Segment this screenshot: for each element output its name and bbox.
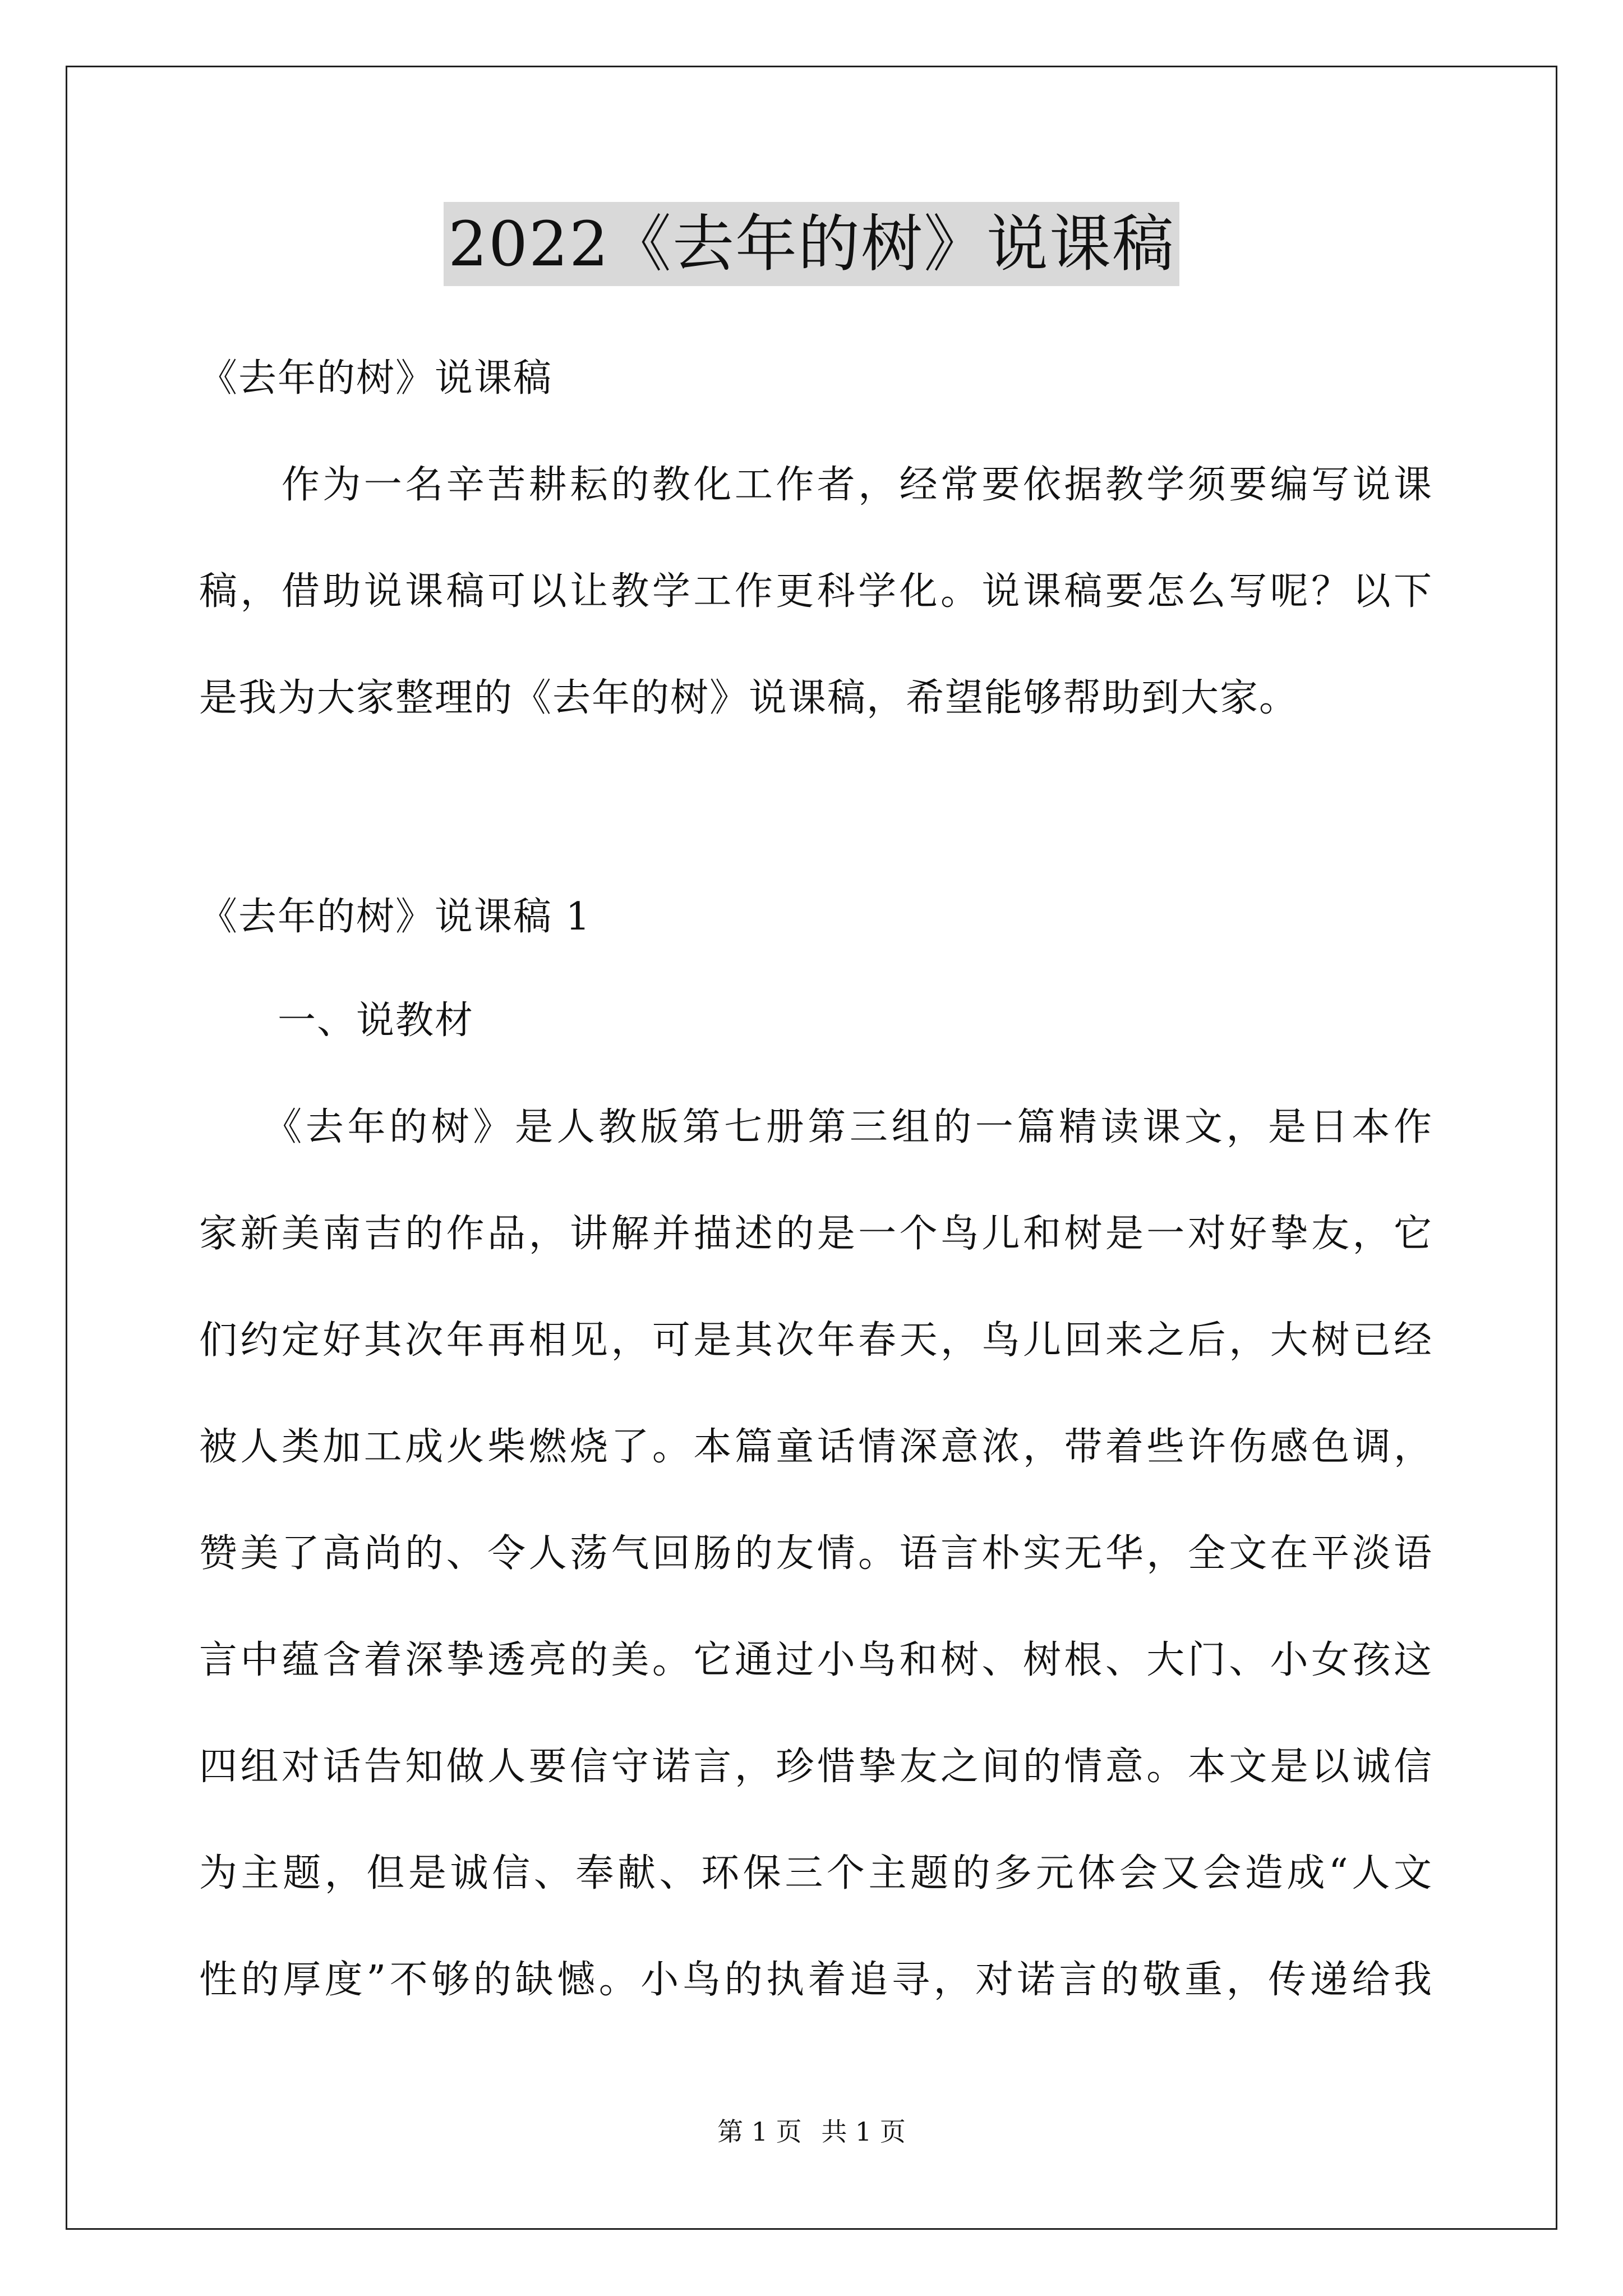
body-line: 赞美了高尚的、令人荡气回肠的友情。语言朴实无华，全文在平淡语 xyxy=(199,1531,1433,1576)
body-line: 四组对话告知做人要信守诺言，珍惜挚友之间的情意。本文是以诚信 xyxy=(199,1745,1433,1789)
page-total: 共 1 页 xyxy=(821,2116,906,2147)
body-line: 《去年的树》是人教版第七册第三组的一篇精读课文，是日本作 xyxy=(199,1105,1433,1149)
intro-line: 作为一名辛苦耕耘的教化工作者，经常要依据教学须要编写说课 xyxy=(199,463,1433,507)
intro-line: 是我为大家整理的《去年的树》说课稿，希望能够帮助到大家。 xyxy=(199,676,1299,720)
page-number: 第 1 页 xyxy=(717,2116,802,2147)
intro-line: 稿，借助说课稿可以让教学工作更科学化。说课稿要怎么写呢？以下 xyxy=(199,569,1433,614)
title-container xyxy=(0,202,1623,286)
document-title: 2022《去年的树》说课稿 xyxy=(444,202,1179,286)
body-line: 们约定好其次年再相见，可是其次年春天，鸟儿回来之后，大树已经 xyxy=(199,1318,1433,1363)
subsection-heading: 一、说教材 xyxy=(199,999,474,1043)
body-line: 言中蕴含着深挚透亮的美。它通过小鸟和树、树根、大门、小女孩这 xyxy=(199,1638,1433,1682)
body-line: 为主题，但是诚信、奉献、环保三个主题的多元体会又会造成“人文 xyxy=(199,1851,1433,1895)
body-line: 性的厚度”不够的缺憾。小鸟的执着追寻，对诺言的敬重，传递给我 xyxy=(199,1958,1433,2002)
document-subtitle: 《去年的树》说课稿 xyxy=(199,356,553,401)
section-heading: 《去年的树》说课稿 1 xyxy=(199,895,591,939)
page-footer xyxy=(0,2115,1623,2148)
body-line: 被人类加工成火柴燃烧了。本篇童话情深意浓，带着些许伤感色调， xyxy=(199,1425,1433,1469)
body-line: 家新美南吉的作品，讲解并描述的是一个鸟儿和树是一对好挚友，它 xyxy=(199,1212,1433,1256)
